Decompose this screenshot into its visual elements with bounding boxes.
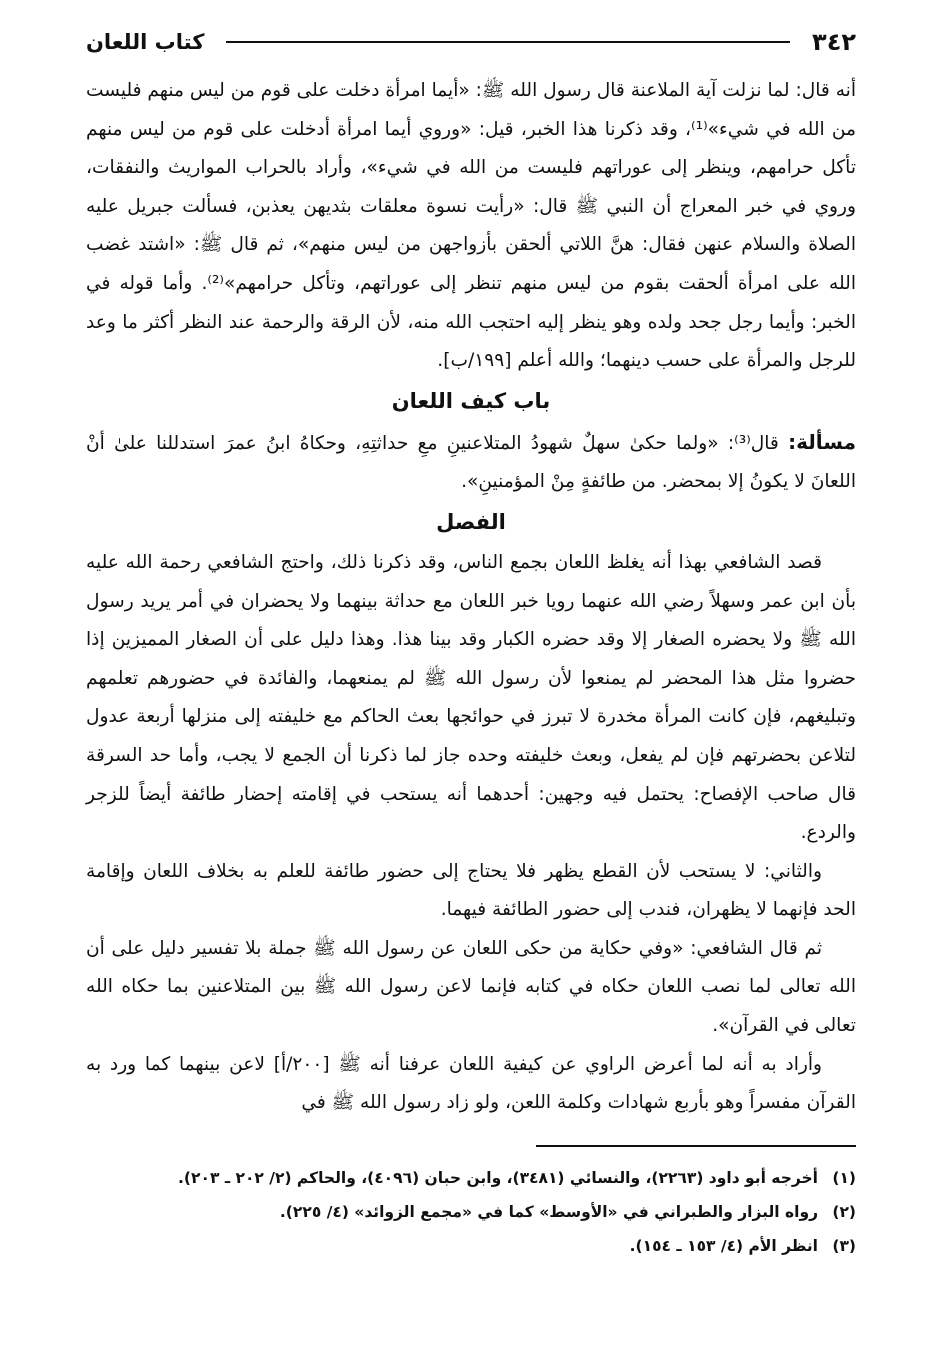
page-number: ٣٤٢ [812,28,856,56]
masala-label: مسألة: [788,429,856,454]
chapter-heading: باب كيف اللعان [391,388,551,413]
fasl-paragraph-3: ثم قال الشافعي: «وفي حكاية من حكى اللعان عن رسول الله ﷺ جملة بلا تفسير دليل على أن الله تعالى لما نصب اللعان حكاه في كتابه فإنما لاعن رسول الله ﷺ بين المتلاعنين بما حكاه الله تعالى في القرآن». [86,937,856,1037]
running-header [86,22,856,62]
footnote-text: أخرجه أبو داود (٢٢٦٣)، والنسائي (٣٤٨١)، وابن حبان (٤٠٩٦)، والحاكم (٢/ ٢٠٢ ـ ٢٠٣). [178,1168,818,1187]
header-rule [226,41,790,43]
book-page [86,22,856,1263]
footnote-number: (١) [832,1168,856,1187]
footnote-number: (٢) [832,1202,856,1221]
footnote-number: (٣) [832,1236,856,1255]
masala-paragraph [86,423,856,502]
fasl-heading: الفصل [436,509,506,534]
fasl-paragraph-4: وأراد به أنه لما أعرض الراوي عن كيفية اللعان عرفنا أنه ﷺ [٢٠٠/أ] لاعن بينهما كما ورد به القرآن مفسراً وهو بأربع شهادات وكلمة اللعن، ولو زاد رسول الله ﷺ في [86,1053,856,1114]
footnote-1 [86,1161,856,1195]
footnotes [86,1161,856,1263]
footnote-text: رواه البزار والطبراني في «الأوسط» كما في «مجمع الزوائد» (٤/ ٢٢٥). [279,1202,818,1221]
footnote-text: انظر الأم (٤/ ١٥٣ ـ ١٥٤). [629,1236,818,1255]
book-title: كتاب اللعان [86,30,205,54]
footnote-2 [86,1195,856,1229]
footnote-3 [86,1229,856,1263]
opening-paragraph: أنه قال: لما نزلت آية الملاعنة قال رسول الله ﷺ: «أيما امرأة دخلت على قوم من ليس منهم فليست من الله في شيء»⁽¹⁾، وقد ذكرنا هذا الخبر، قيل: «وروي أيما امرأة أدخلت على قوم من ليس منهم تأكل حرامهم، وينظر إلى عوراتهم فليست من الله في شيء»، وأراد بالحراب المواريث والنفقات، وروي في خبر المعراج أن النبي ﷺ قال: «رأيت نسوة معلقات بثديهن يعذبن، فسألت جبريل عليه الصلاة والسلام عنهن فقال: هنَّ اللاتي ألحقن بأزواجهن من ليس منهم»، ثم قال ﷺ: «اشتد غضب الله على امرأة ألحقت بقوم من ليس منهم تنظر إلى عوراتهم، وتأكل حرامهم»⁽²⁾. وأما قوله في الخبر: وأيما رجل جحد ولده وهو ينظر إليه احتجب الله منه، لأن الرقة والرحمة عند النظر أكثر ما وعد للرجل والمرأة على حسب دينهما؛ والله أعلم [١٩٩/ب]. [85,80,856,372]
fasl-paragraph-1: قصد الشافعي بهذا أنه يغلظ اللعان بجمع الناس، وقد ذكرنا ذلك، واحتج الشافعي رحمة الله عليه بأن ابن عمر وسهلاً رضي الله عنهما رويا خبر اللعان مع حداثة بينهما ولا يحضران في أمر يريد رسول الله ﷺ ولا يحضره الصغار إلا وقد حضره الكبار وقد بينا هذا. وهذا دليل على أن الصغار المميزين إذا حضروا مثل هذا المحضر لم يمنعوا لأن رسول الله ﷺ لم يمنعهما، والفائدة في حضورهم تعلمهم وتبليغهم، فإن كانت المرأة مخدرة لا تبرز في حوائجها بعث الحاكم مع خليفته إلى منزلها أربعة عدول لتلاعن بحضرتهم فإن لم يفعل، وبعث خليفته وحده جاز لما ذكرنا أن الجمع لا يجب، وأما حد السرقة قال صاحب الإفصاح: يحتمل فيه وجهين: أحدهما أنه يستحب في إقامته إحضار طائفة أيضاً للزجر والردع. [86,551,856,844]
footnote-rule [536,1145,856,1147]
masala-text: قال⁽³⁾: «ولما حكىٰ سهلٌ شهودُ المتلاعنينِ معِ حداثتِهِ، وحكاهُ ابنُ عمرَ استدللنا علىٰ أنْ اللعانَ لا يكونُ إلا بمحضر. من طائفةٍ مِنْ المؤمنينِ». [86,432,856,493]
main-text [86,72,856,1123]
fasl-paragraph-2: والثاني: لا يستحب لأن القطع يظهر فلا يحتاج إلى حضور طائفة للعلم به بخلاف اللعان وإقامة الحد فإنهما لا يظهران، فندب إلى حضور الطائفة فيهما. [86,860,856,921]
